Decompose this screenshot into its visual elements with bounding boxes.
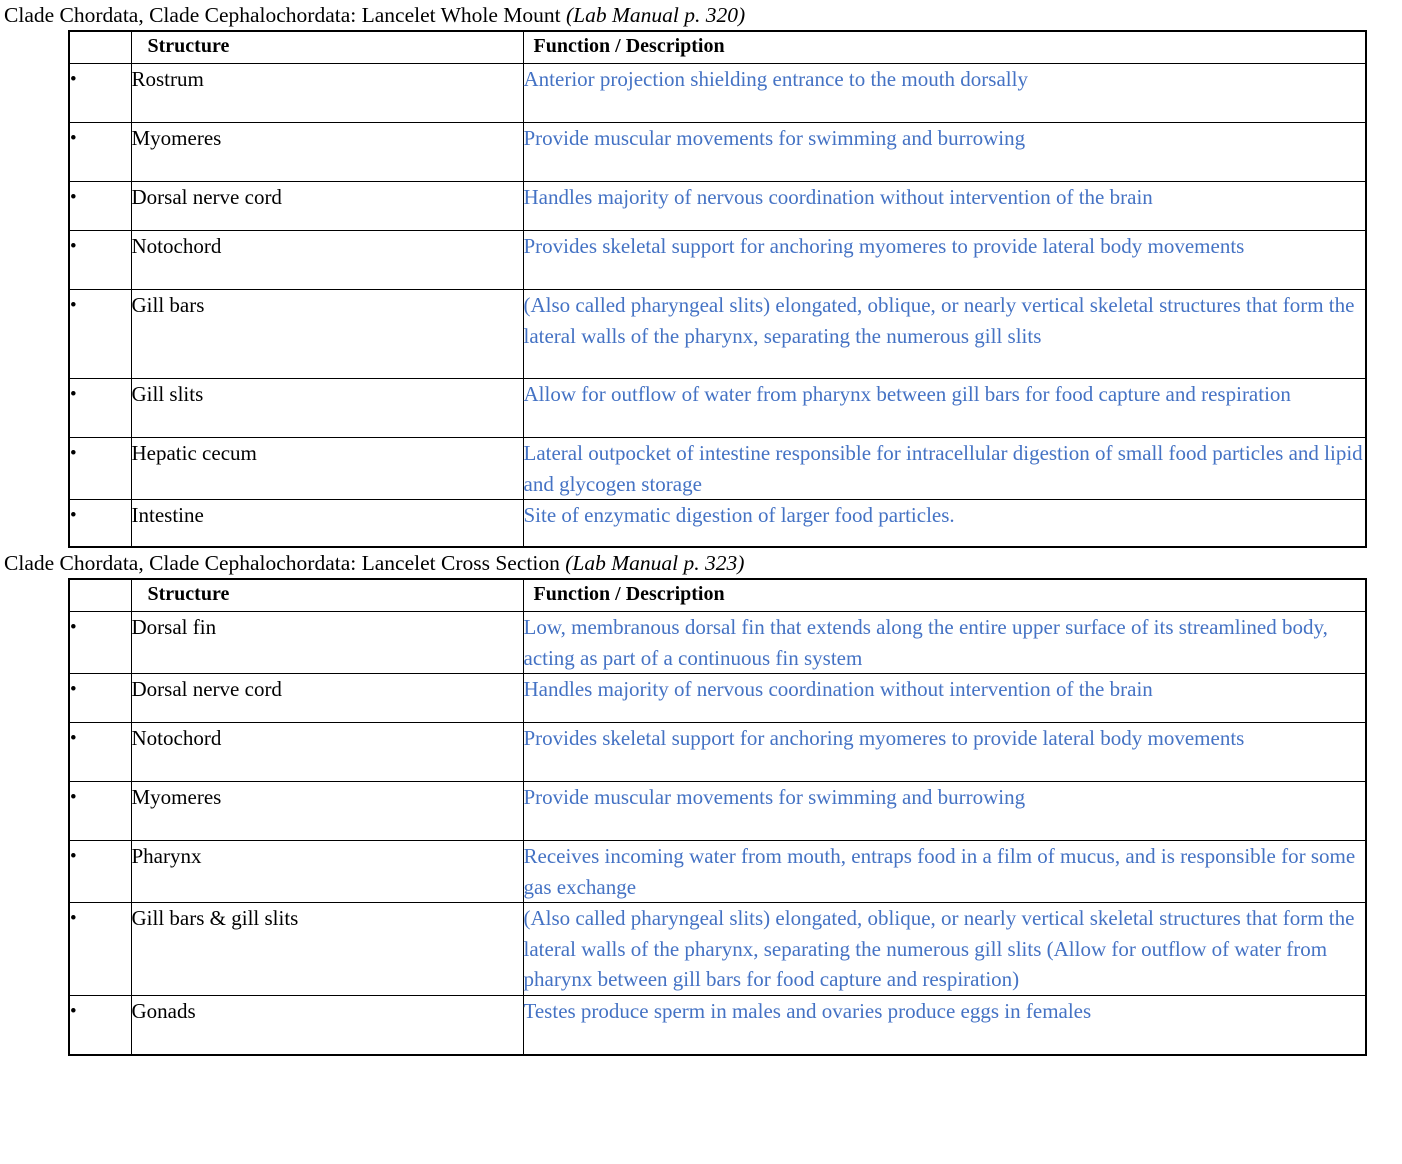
row-bullet-cell (69, 995, 131, 1055)
bullet-icon: • (70, 617, 77, 638)
row-description-cell: (Also called pharyngeal slits) elongated, oblique, or nearly vertical skeletal structures that form the lateral walls of the pharynx, separating the numerous gill slits (523, 290, 1366, 379)
row-structure-cell: Myomeres (131, 123, 523, 182)
bullet-icon: • (70, 787, 77, 808)
column-header-bullet (69, 579, 131, 612)
column-header-structure: Structure (131, 31, 523, 64)
row-structure-cell: Dorsal nerve cord (131, 182, 523, 231)
row-structure-cell: Dorsal fin (131, 612, 523, 674)
row-description-cell: Handles majority of nervous coordination without intervention of the brain (523, 182, 1366, 231)
row-bullet-cell (69, 612, 131, 674)
table-row (69, 182, 1366, 231)
table-row (69, 723, 1366, 782)
bullet-icon: • (70, 443, 77, 464)
table-row (69, 782, 1366, 841)
column-header-description: Function / Description (523, 31, 1366, 64)
row-bullet-cell (69, 290, 131, 379)
table-row (69, 612, 1366, 674)
bullet-icon: • (70, 728, 77, 749)
row-structure-cell: Notochord (131, 231, 523, 290)
row-description-cell: (Also called pharyngeal slits) elongated, oblique, or nearly vertical skeletal structures that form the lateral walls of the pharynx, separating the numerous gill slits (Allow for outflow of water from pharynx between gill bars for food capture and respiration) (523, 903, 1366, 996)
bullet-icon: • (70, 846, 77, 867)
table-header-row (69, 31, 1366, 64)
row-description-cell: Handles majority of nervous coordination without intervention of the brain (523, 674, 1366, 723)
row-bullet-cell (69, 379, 131, 438)
row-description-cell: Lateral outpocket of intestine responsible for intracellular digestion of small food particles and lipid and glycogen storage (523, 438, 1366, 500)
table-row (69, 64, 1366, 123)
column-header-structure: Structure (131, 579, 523, 612)
row-bullet-cell (69, 182, 131, 231)
table-cross-section (68, 578, 1367, 1056)
bullet-icon: • (70, 295, 77, 316)
row-structure-cell: Pharynx (131, 841, 523, 903)
table-row (69, 674, 1366, 723)
row-bullet-cell (69, 64, 131, 123)
row-structure-cell: Gill bars & gill slits (131, 903, 523, 996)
row-structure-cell: Rostrum (131, 64, 523, 123)
row-description-cell: Receives incoming water from mouth, entraps food in a film of mucus, and is responsible for some gas exchange (523, 841, 1366, 903)
table-row (69, 231, 1366, 290)
row-bullet-cell (69, 841, 131, 903)
row-structure-cell: Gill slits (131, 379, 523, 438)
row-bullet-cell (69, 782, 131, 841)
row-structure-cell: Gonads (131, 995, 523, 1055)
row-description-cell: Provide muscular movements for swimming and burrowing (523, 123, 1366, 182)
bullet-icon: • (70, 128, 77, 149)
row-structure-cell: Myomeres (131, 782, 523, 841)
table-row (69, 290, 1366, 379)
bullet-icon: • (70, 1000, 77, 1022)
table-wrapper-cross-section (0, 578, 1402, 1056)
table-row (69, 123, 1366, 182)
section-title-cross-section (0, 548, 1402, 578)
row-description-cell: Low, membranous dorsal fin that extends along the entire upper surface of its streamlined body, acting as part of a continuous fin system (523, 612, 1366, 674)
row-structure-cell: Intestine (131, 500, 523, 548)
section-title-reference: (Lab Manual p. 320) (566, 3, 746, 27)
row-bullet-cell (69, 438, 131, 500)
table-whole-mount (68, 30, 1367, 548)
table-row (69, 903, 1366, 996)
table-wrapper-whole-mount (0, 30, 1402, 548)
row-bullet-cell (69, 231, 131, 290)
row-structure-cell: Hepatic cecum (131, 438, 523, 500)
section-title-whole-mount (0, 0, 1402, 30)
section-title-text: Clade Chordata, Clade Cephalochordata: Lancelet Whole Mount (4, 3, 567, 27)
table-row (69, 500, 1366, 548)
bullet-icon: • (70, 187, 77, 208)
bullet-icon: • (70, 236, 77, 257)
row-structure-cell: Gill bars (131, 290, 523, 379)
table-row (69, 995, 1366, 1055)
row-description-cell: Anterior projection shielding entrance to the mouth dorsally (523, 64, 1366, 123)
row-bullet-cell (69, 500, 131, 548)
row-description-cell: Provides skeletal support for anchoring myomeres to provide lateral body movements (523, 723, 1366, 782)
row-bullet-cell (69, 903, 131, 996)
table-row (69, 379, 1366, 438)
row-bullet-cell (69, 674, 131, 723)
row-structure-cell: Notochord (131, 723, 523, 782)
row-description-cell: Provides skeletal support for anchoring myomeres to provide lateral body movements (523, 231, 1366, 290)
table-row (69, 841, 1366, 903)
bullet-icon: • (70, 679, 77, 700)
row-bullet-cell (69, 123, 131, 182)
column-header-description: Function / Description (523, 579, 1366, 612)
bullet-icon: • (70, 384, 77, 405)
row-structure-cell: Dorsal nerve cord (131, 674, 523, 723)
row-description-cell: Provide muscular movements for swimming and burrowing (523, 782, 1366, 841)
row-description-cell: Testes produce sperm in males and ovaries produce eggs in females (523, 995, 1366, 1055)
table-row (69, 438, 1366, 500)
section-title-text: Clade Chordata, Clade Cephalochordata: Lancelet Cross Section (4, 551, 566, 575)
row-description-cell: Allow for outflow of water from pharynx between gill bars for food capture and respiration (523, 379, 1366, 438)
row-bullet-cell (69, 723, 131, 782)
bullet-icon: • (70, 908, 77, 929)
row-description-cell: Site of enzymatic digestion of larger food particles. (523, 500, 1366, 548)
bullet-icon: • (70, 69, 77, 90)
bullet-icon: • (70, 505, 77, 526)
table-header-row (69, 579, 1366, 612)
section-title-reference: (Lab Manual p. 323) (565, 551, 745, 575)
column-header-bullet (69, 31, 131, 64)
